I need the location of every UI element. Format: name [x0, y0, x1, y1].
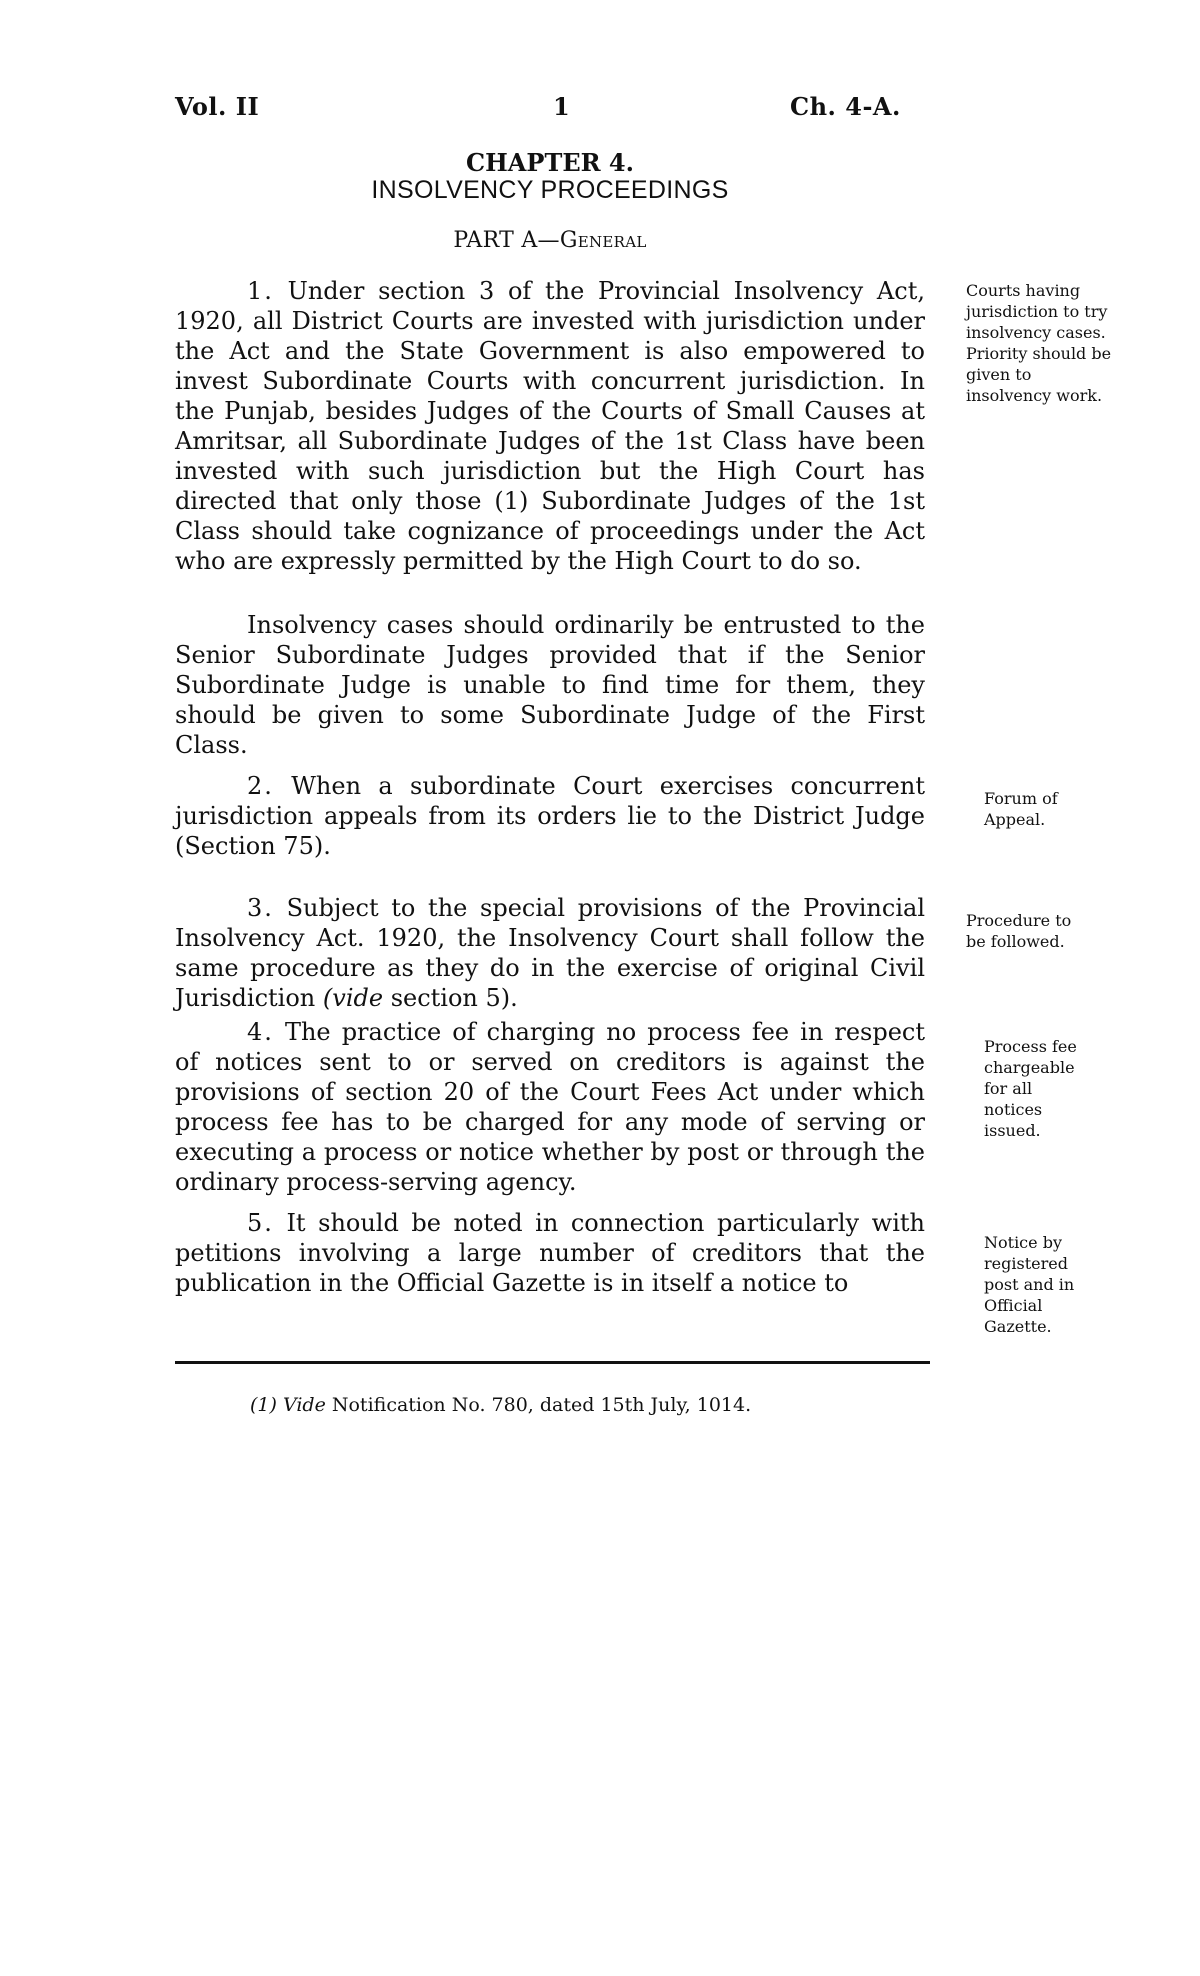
paragraph-number: 2.	[247, 772, 274, 800]
margin-note-process-fee: Process fee chargeable for all notices issued.	[984, 1037, 1077, 1140]
paragraph-text: It should be noted in connection particularly with petitions involving a large number of creditors that the publication in the Official Gazette is in itself a notice to	[175, 1209, 925, 1297]
footnote-divider	[175, 1361, 930, 1364]
paragraph-text-end: section 5).	[383, 984, 518, 1012]
paragraph-number: 1.	[247, 277, 274, 305]
paragraph-number: 5.	[247, 1209, 274, 1237]
page-number: 1	[553, 92, 571, 121]
margin-note-notice: Notice by registered post and in Official Gazette.	[984, 1233, 1075, 1336]
paragraph-3	[175, 893, 925, 1013]
chapter-subtitle: INSOLVENCY PROCEEDINGS	[371, 176, 729, 204]
paragraph-1-continued: Insolvency cases should ordinarily be entrusted to the Senior Subordinate Judges provided that if the Senior Subordinate Judge is unable to find time for them, they should be given to some Subordinate Judge of the First Class.	[175, 611, 925, 759]
paragraph-2	[175, 771, 925, 861]
paragraph-text: The practice of charging no process fee in respect of notices sent to or served on creditors is against the provisions of section 20 of the Court Fees Act under which process fee has to be charged for any mode of serving or executing a process or notice whether by post or through the ordinary process-serving agency.	[175, 1018, 925, 1196]
paragraph-text: Under section 3 of the Provincial Insolvency Act, 1920, all District Courts are invested with jurisdiction under the Act and the State Government is also empowered to invest Subordinate Courts with concurrent jurisdiction. In the Punjab, besides Judges of the Courts of Small Causes at Amritsar, all Subordinate Judges of the 1st Class have been invested with such jurisdiction but the High Court has directed that only those (1) Subordinate Judges of the 1st Class should take cognizance of proceedings under the Act who are expressly permitted by the High Court to do so.	[175, 277, 925, 575]
paragraph-4	[175, 1017, 925, 1197]
paragraph-5	[175, 1208, 925, 1298]
part-name: General	[559, 228, 647, 253]
chapter-heading: CHAPTER 4.	[466, 148, 634, 177]
chapter-reference: Ch. 4-A.	[790, 92, 901, 121]
footnote-text: Notification No. 780, dated 15th July, 1014.	[325, 1394, 752, 1416]
margin-note-appeal: Forum of Appeal.	[984, 789, 1058, 829]
vide-italic: (vide	[322, 984, 384, 1012]
volume-label: Vol. II	[175, 92, 260, 121]
footnote	[250, 1394, 751, 1416]
footnote-marker: (1) Vide	[250, 1394, 326, 1416]
part-prefix: PART A—	[453, 228, 560, 253]
margin-note-jurisdiction: Courts having jurisdiction to try insolvency cases. Priority should be given to insolvency work.	[966, 281, 1112, 405]
paragraph-text: Subject to the special provisions of the Provincial Insolvency Act. 1920, the Insolvency Court shall follow the same procedure as they do in the exercise of original Civil Jurisdiction	[175, 894, 925, 1012]
margin-note-procedure: Procedure to be followed.	[966, 911, 1072, 951]
paragraph-number: 4.	[247, 1018, 274, 1046]
paragraph-number: 3.	[247, 894, 274, 922]
paragraph-1	[175, 276, 925, 576]
part-heading	[175, 228, 925, 253]
paragraph-text: When a subordinate Court exercises concurrent jurisdiction appeals from its orders lie to the District Judge (Section 75).	[175, 772, 925, 860]
